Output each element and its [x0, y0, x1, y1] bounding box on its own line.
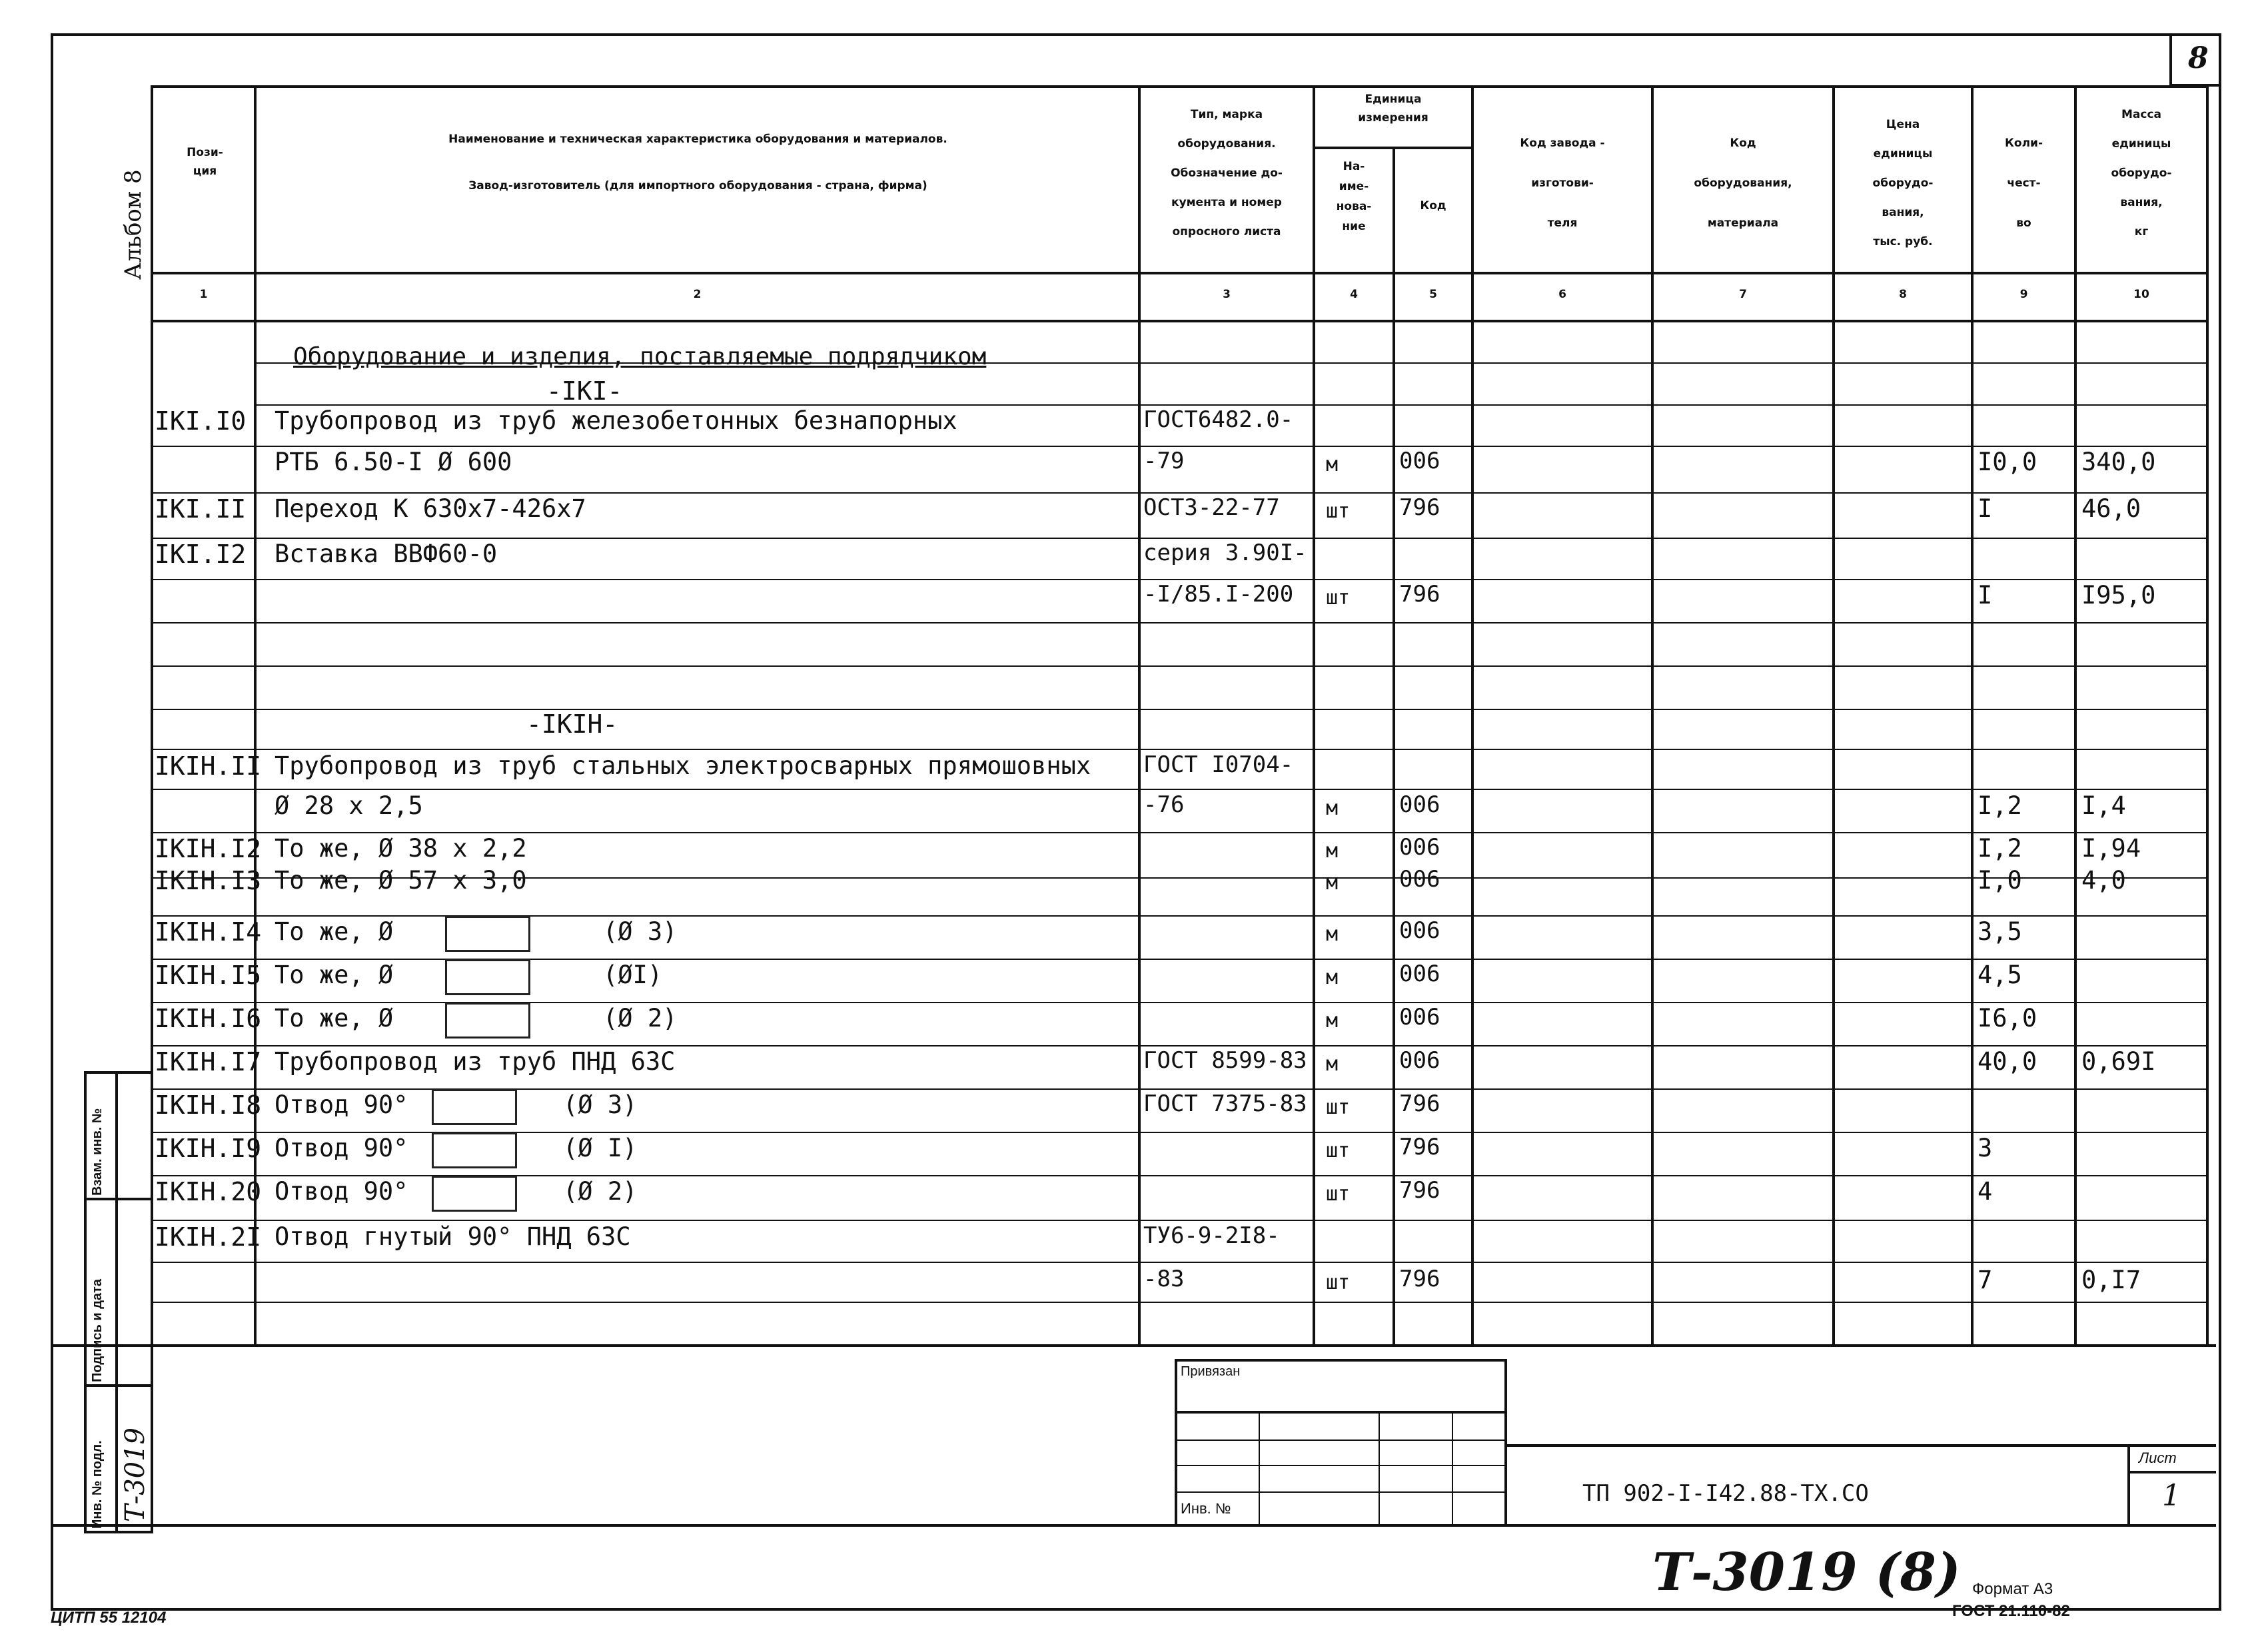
header-col5: Код [1420, 199, 1446, 212]
header-col7: Код оборудования, материала [1694, 137, 1792, 230]
side-inv-podl: Инв. № подл. [90, 1440, 105, 1529]
colnum-6: 6 [1558, 288, 1566, 301]
row-11-qty: 4,5 [1977, 961, 2022, 989]
header-col2-line2: Завод-изготовитель (для импортного оборудования - страна, фирма) [468, 179, 927, 193]
row-7-name: Ø 28 x 2,5 [275, 791, 423, 820]
row-15-pos: IKIH.I9 [155, 1134, 262, 1163]
row-8-qty: I,2 [1977, 834, 2022, 863]
row-18-code: 796 [1399, 1266, 1440, 1292]
row-13-mass: 0,69I [2081, 1047, 2156, 1076]
row-3-code: 796 [1399, 494, 1440, 521]
row-18-mass: 0,I7 [2081, 1266, 2141, 1294]
corner-sheet-number: 8 [2188, 41, 2209, 75]
list-number: 1 [2162, 1479, 2181, 1513]
row-9-unit: м [1326, 871, 1339, 895]
row-12-pos: IKIH.I6 [155, 1004, 262, 1033]
row-3-mass: 46,0 [2081, 494, 2141, 523]
row-12-unit: м [1326, 1009, 1339, 1032]
colnum-9: 9 [2019, 288, 2028, 301]
gost-label: ГОСТ 21.110-82 [1952, 1602, 2070, 1620]
row-11-code: 006 [1399, 961, 1440, 987]
blank-field-box [432, 1089, 517, 1125]
blank-field-box [445, 1003, 530, 1038]
row-17-doc: ТУ6-9-2I8- [1143, 1222, 1280, 1249]
row-1-name: Трубопровод из труб железобетонных безнапорных [275, 406, 957, 435]
header-col9: Коли- чест- во [2005, 137, 2043, 230]
row-5-unit: шт [1326, 586, 1351, 610]
row-16-name: Отвод 90° [275, 1177, 408, 1206]
row-11-suffix: (ØI) [603, 961, 663, 989]
row-10-code: 006 [1399, 917, 1440, 944]
side-vzam: Взам. инв. № [90, 1108, 105, 1196]
row-18-qty: 7 [1977, 1266, 1993, 1294]
row-15-unit: шт [1326, 1139, 1351, 1162]
header-col4: На- име- нова- ние [1336, 160, 1372, 233]
row-8-unit: м [1326, 839, 1339, 863]
row-12-suffix: (Ø 2) [603, 1004, 678, 1032]
row-13-pos: IKIH.I7 [155, 1047, 262, 1076]
row-14-code: 796 [1399, 1090, 1440, 1117]
row-7-doc: -76 [1143, 791, 1185, 818]
handwritten-code: Т-3019 (8) [1652, 1542, 1961, 1603]
row-5-doc: -I/85.I-200 [1143, 581, 1294, 608]
row-16-unit: шт [1326, 1182, 1351, 1206]
row-10-unit: м [1326, 923, 1339, 946]
row-12-name: То же, Ø [275, 1004, 394, 1032]
row-13-code: 006 [1399, 1047, 1440, 1074]
row-9-mass: 4,0 [2081, 866, 2126, 895]
row-13-unit: м [1326, 1052, 1339, 1076]
blank-field-box [432, 1176, 517, 1212]
colnum-2: 2 [693, 288, 702, 301]
row-14-unit: шт [1326, 1096, 1351, 1119]
row-6-doc: ГОСТ I0704- [1143, 751, 1294, 778]
row-3-qty: I [1977, 494, 1993, 523]
section-title: Оборудование и изделия, поставляемые подрядчиком [293, 343, 987, 370]
row-9-qty: I,0 [1977, 866, 2022, 895]
header-col8: Цена единицы оборудо- вания, тыс. руб. [1872, 118, 1934, 248]
row-10-pos: IKIH.I4 [155, 917, 262, 947]
row-4-pos: IKI.I2 [155, 540, 247, 569]
row-3-unit: шт [1326, 500, 1351, 523]
doc-code: ТП 902-I-I42.88-ТХ.СО [1582, 1480, 1869, 1507]
group-title-iki: -IKI- [546, 376, 623, 406]
colnum-5: 5 [1429, 288, 1437, 301]
row-4-doc: серия 3.90I- [1143, 540, 1307, 566]
row-9-pos: IKIH.I3 [155, 866, 262, 895]
row-7-code: 006 [1399, 791, 1440, 818]
row-3-doc: ОСТ3-22-77 [1143, 494, 1280, 521]
row-14-pos: IKIH.I8 [155, 1090, 262, 1120]
row-10-name: То же, Ø [275, 917, 394, 946]
row-13-name: Трубопровод из труб ПНД 63С [275, 1047, 676, 1076]
row-7-unit: м [1326, 797, 1339, 820]
row-15-qty: 3 [1977, 1134, 1993, 1162]
row-3-pos: IKI.II [155, 494, 247, 524]
row-13-doc: ГОСТ 8599-83 [1143, 1047, 1307, 1074]
colnum-8: 8 [1899, 288, 1907, 301]
row-14-name: Отвод 90° [275, 1090, 408, 1119]
row-5-qty: I [1977, 581, 1993, 610]
row-14-suffix: (Ø 3) [563, 1090, 638, 1119]
row-8-pos: IKIH.I2 [155, 834, 262, 863]
row-2-unit: м [1326, 453, 1339, 476]
row-8-name: То же, Ø 38 x 2,2 [275, 834, 527, 863]
row-15-code: 796 [1399, 1134, 1440, 1160]
album-label: Альбом 8 [120, 169, 147, 280]
row-7-mass: I,4 [2081, 791, 2126, 820]
colnum-1: 1 [199, 288, 208, 301]
row-16-qty: 4 [1977, 1177, 1993, 1206]
row-10-suffix: (Ø 3) [603, 917, 678, 946]
row-6-name: Трубопровод из труб стальных электросварных прямошовных [275, 751, 1091, 780]
row-12-qty: I6,0 [1977, 1004, 2037, 1032]
row-2-name: РТБ 6.50-I Ø 600 [275, 448, 512, 476]
header-col10: Масса единицы оборудо- вания, кг [2111, 108, 2172, 238]
blank-field-box [445, 916, 530, 952]
row-8-code: 006 [1399, 834, 1440, 861]
row-2-mass: 340,0 [2081, 448, 2156, 476]
row-11-pos: IKIH.I5 [155, 961, 262, 990]
format-label: Формат А3 [1972, 1580, 2053, 1598]
row-16-pos: IKIH.20 [155, 1177, 262, 1206]
row-3-name: Переход К 630х7-426х7 [275, 494, 586, 523]
stamp-privyazan: Привязан [1181, 1364, 1241, 1379]
group-title-ikih: -IKIH- [526, 709, 618, 739]
row-5-mass: I95,0 [2081, 581, 2156, 610]
side-podpis: Подпись и дата [90, 1279, 105, 1382]
row-8-mass: I,94 [2081, 834, 2141, 863]
header-col6: Код завода - изготови- теля [1520, 137, 1605, 230]
row-9-code: 006 [1399, 866, 1440, 893]
list-label: Лист [2139, 1449, 2177, 1466]
blank-field-box [432, 1132, 517, 1168]
row-4-name: Вставка ВВФ60-0 [275, 540, 498, 568]
row-13-qty: 40,0 [1977, 1047, 2037, 1076]
row-15-name: Отвод 90° [275, 1134, 408, 1162]
colnum-10: 10 [2133, 288, 2149, 301]
row-18-unit: шт [1326, 1271, 1351, 1294]
blank-field-box [445, 959, 530, 995]
row-2-doc: -79 [1143, 448, 1185, 474]
colnum-3: 3 [1223, 288, 1231, 301]
row-11-name: То же, Ø [275, 961, 394, 989]
row-15-suffix: (Ø I) [563, 1134, 638, 1162]
row-11-unit: м [1326, 966, 1339, 989]
citp-label: ЦИТП 55 12104 [51, 1609, 167, 1627]
colnum-4: 4 [1350, 288, 1358, 301]
row-16-suffix: (Ø 2) [563, 1177, 638, 1206]
header-col1: Пози- ция [187, 146, 223, 178]
row-9-name: То же, Ø 57 x 3,0 [275, 866, 527, 895]
side-inv-value: Т-3019 [120, 1428, 151, 1522]
colnum-7: 7 [1739, 288, 1747, 301]
row-6-pos: IKIH.II [155, 751, 262, 781]
row-2-qty: I0,0 [1977, 448, 2037, 476]
row-7-qty: I,2 [1977, 791, 2022, 820]
row-16-code: 796 [1399, 1177, 1440, 1204]
row-17-name: Отвод гнутый 90° ПНД 63С [275, 1222, 631, 1251]
row-2-code: 006 [1399, 448, 1440, 474]
header-col2-line1: Наименование и техническая характеристика оборудования и материалов. [448, 133, 947, 146]
row-14-doc: ГОСТ 7375-83 [1143, 1090, 1307, 1117]
header-unit: Единица измерения [1358, 93, 1428, 125]
row-18-doc: -83 [1143, 1266, 1185, 1292]
stamp-inv-no: Инв. № [1181, 1500, 1231, 1517]
row-1-doc: ГОСТ6482.0- [1143, 406, 1294, 433]
row-10-qty: 3,5 [1977, 917, 2022, 946]
row-5-code: 796 [1399, 581, 1440, 608]
row-1-pos: IKI.I0 [155, 406, 247, 436]
header-col3: Тип, марка оборудования. Обозначение до- кумента и номер опросного листа [1171, 108, 1283, 238]
row-17-pos: IKIH.2I [155, 1222, 262, 1252]
row-12-code: 006 [1399, 1004, 1440, 1031]
